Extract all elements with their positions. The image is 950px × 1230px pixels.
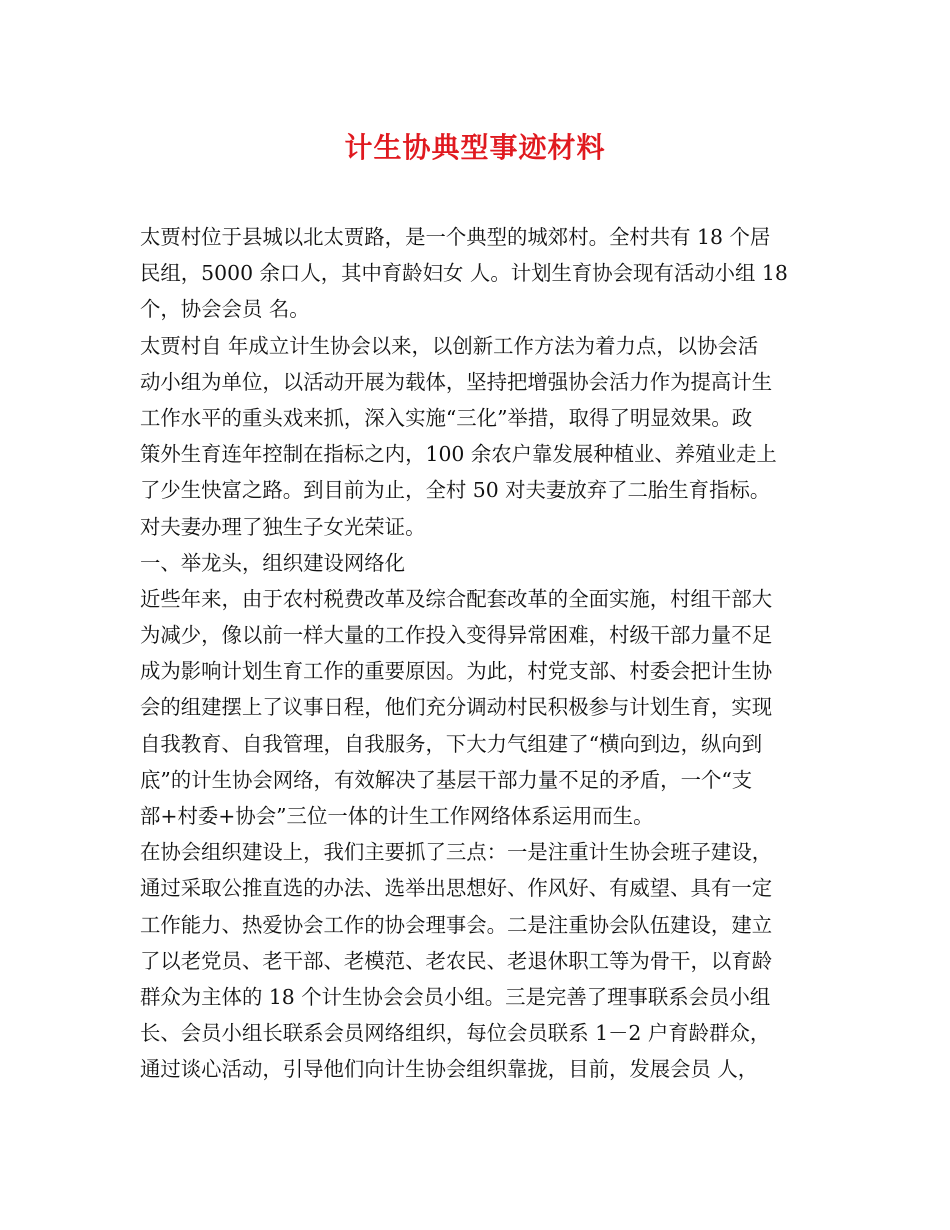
- text-line: 了少生快富之路。到目前为止，全村 50 对夫妻放弃了二胎生育指标。: [140, 478, 771, 503]
- text-line: 工作能力、热爱协会工作的协会理事会。二是注重协会队伍建设，建立: [140, 912, 773, 937]
- text-line: 通过采取公推直选的办法、选举出思想好、作风好、有威望、具有一定: [140, 876, 773, 901]
- text-line: 自我教育、自我管理，自我服务，下大力气组建了“横向到边，纵向到: [140, 731, 763, 756]
- text-line: 近些年来，由于农村税费改革及综合配套改革的全面实施，村组干部大: [140, 586, 773, 611]
- text-line: 长、会员小组长联系会员网络组织，每位会员联系 1－2 户育龄群众，: [140, 1021, 771, 1046]
- text-line: 太贾村位于县城以北太贾路，是一个典型的城郊村。全村共有 18 个居: [140, 225, 771, 249]
- text-line: 为减少，像以前一样大量的工作投入变得异常困难，村级干部力量不足: [140, 623, 773, 648]
- text-line: 对夫妻办理了独生子女光荣证。: [140, 514, 426, 539]
- text-line: 底”的计生协会网络，有效解决了基层干部力量不足的矛盾，一个“支: [140, 767, 753, 792]
- text-line: 工作水平的重头戏来抓，深入实施“三化”举措，取得了明显效果。政: [140, 405, 753, 430]
- text-line: 策外生育连年控制在指标之内，100 余农户靠发展种植业、养殖业走上: [140, 442, 777, 467]
- text-line: 太贾村自 年成立计生协会以来，以创新工作方法为着力点，以协会活: [140, 333, 759, 358]
- section-heading: 一、举龙头，组织建设网络化: [140, 550, 406, 575]
- document-body: [140, 219, 820, 1088]
- text-line: 民组，5000 余口人，其中育龄妇女 人。计划生育协会现有活动小组 18: [140, 261, 788, 286]
- document-title: 计生协典型事迹材料: [344, 131, 606, 164]
- text-line: 部+村委+协会”三位一体的计生工作网络体系运用而生。: [140, 804, 654, 828]
- text-line: 了以老党员、老干部、老模范、老农民、老退休职工等为骨干，以育龄: [140, 948, 773, 973]
- text-line: 群众为主体的 18 个计生协会会员小组。三是完善了理事联系会员小组: [140, 984, 771, 1009]
- text-line: 在协会组织建设上，我们主要抓了三点：一是注重计生协会班子建设，: [140, 840, 773, 865]
- text-line: 会的组建摆上了议事日程，他们充分调动村民积极参与计划生育，实现: [140, 695, 773, 720]
- text-line: 动小组为单位，以活动开展为载体，坚持把增强协会活力作为提高计生: [140, 369, 773, 394]
- text-line: 成为影响计划生育工作的重要原因。为此，村党支部、村委会把计生协: [140, 659, 773, 684]
- text-line: 个，协会会员 名。: [140, 297, 310, 322]
- text-line: 通过谈心活动，引导他们向计生协会组织靠拢，目前，发展会员 人，: [140, 1057, 759, 1082]
